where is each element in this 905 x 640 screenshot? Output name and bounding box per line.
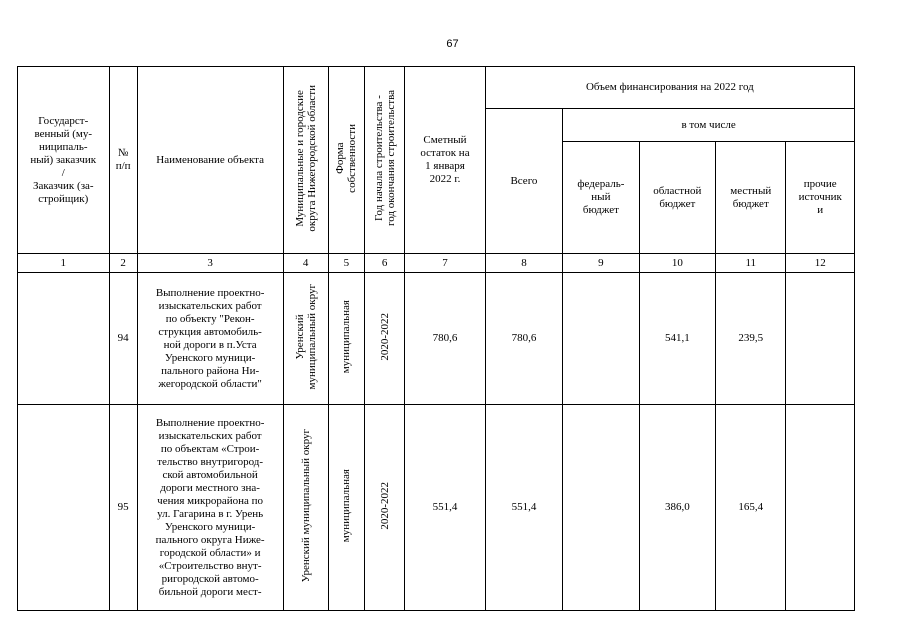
header-funding: Объем финансирования на 2022 год xyxy=(485,67,854,109)
row-municipality-line: Уренский муниципальный округ xyxy=(299,428,312,583)
header-other-line: источник xyxy=(798,191,842,203)
header-number-line: п/п xyxy=(115,160,131,172)
row-name-line: тельство внутригород- xyxy=(157,455,264,468)
column-number: 8 xyxy=(485,254,562,273)
row-name-line: Уренского муници- xyxy=(164,351,256,364)
header-federal-line: федераль- xyxy=(577,178,625,190)
header-local xyxy=(716,142,786,254)
row-estimate: 780,6 xyxy=(405,273,485,405)
header-number xyxy=(109,67,137,254)
header-years-line: год окончания строительства xyxy=(384,90,397,226)
header-federal xyxy=(563,142,639,254)
table-row xyxy=(18,273,855,405)
column-number: 7 xyxy=(405,254,485,273)
header-customer-line: ниципаль- xyxy=(38,140,88,153)
header-object-name: Наименование объекта xyxy=(137,67,283,254)
row-name-line: ской автомобильной xyxy=(162,468,258,481)
financing-table xyxy=(17,66,855,611)
header-ownership xyxy=(328,67,364,254)
row-name-line: бильной дороги мест- xyxy=(158,585,262,598)
header-total: Всего xyxy=(485,109,562,254)
header-municipality xyxy=(283,67,328,254)
row-name-line: дороги местного зна- xyxy=(160,481,260,494)
column-number: 6 xyxy=(365,254,405,273)
header-ownership-line: собственности xyxy=(346,123,359,193)
header-customer xyxy=(18,67,110,254)
header-other-line: прочие xyxy=(803,178,837,190)
row-ownership xyxy=(328,405,364,611)
row-name-line: ул. Гагарина в г. Урень xyxy=(157,507,264,520)
header-customer-line: ный) заказчик xyxy=(30,153,97,166)
row-name-line: пального округа Ниже- xyxy=(155,533,265,546)
header-municipality-line: Муниципальные и городские xyxy=(293,89,306,227)
row-name-line: «Строительство внут- xyxy=(158,559,262,572)
row-municipality xyxy=(283,405,328,611)
row-other xyxy=(786,405,855,611)
header-number-line: № xyxy=(117,147,129,159)
header-federal-line: бюджет xyxy=(582,204,619,216)
column-number: 11 xyxy=(716,254,786,273)
row-customer xyxy=(18,405,110,611)
row-name-line: Уренского муници- xyxy=(164,520,256,533)
row-estimate: 551,4 xyxy=(405,405,485,611)
header-customer-line: / xyxy=(61,166,65,179)
row-name-line: струкция автомобиль- xyxy=(158,325,262,338)
header-regional xyxy=(639,142,715,254)
row-number: 94 xyxy=(109,273,137,405)
column-numbers-row xyxy=(18,254,855,273)
row-object-name xyxy=(137,273,283,405)
row-number: 95 xyxy=(109,405,137,611)
header-customer-line: Заказчик (за- xyxy=(32,179,94,192)
header-estimate xyxy=(405,67,485,254)
row-name-line: по объекту "Рекон- xyxy=(165,312,255,325)
row-name-line: изыскательских работ xyxy=(158,299,262,312)
row-customer xyxy=(18,273,110,405)
row-regional: 541,1 xyxy=(639,273,715,405)
row-name-line: ригородской автомо- xyxy=(161,572,259,585)
row-name-line: чения микрорайона по xyxy=(157,494,264,507)
header-customer-line: стройщик) xyxy=(38,192,89,205)
row-federal xyxy=(563,405,639,611)
header-customer-line: Государст- xyxy=(38,114,89,127)
header-including: в том числе xyxy=(563,109,855,142)
row-object-name xyxy=(137,405,283,611)
column-number: 9 xyxy=(563,254,639,273)
column-number: 1 xyxy=(18,254,110,273)
row-municipality xyxy=(283,273,328,405)
row-name-line: жегородской области" xyxy=(158,377,262,390)
row-name-line: пального района Ни- xyxy=(161,364,260,377)
row-municipality-line: муниципальный округ xyxy=(305,283,318,390)
header-years xyxy=(365,67,405,254)
column-number: 3 xyxy=(137,254,283,273)
row-local: 239,5 xyxy=(716,273,786,405)
header-local-line: местный xyxy=(730,184,772,197)
row-other xyxy=(786,273,855,405)
header-local-line: бюджет xyxy=(732,197,769,210)
row-municipality-line: Уренский xyxy=(293,313,306,360)
page-number: 67 xyxy=(446,38,459,50)
header-customer-line: венный (му- xyxy=(34,127,93,140)
row-ownership-text: муниципальная xyxy=(340,468,353,543)
column-number: 4 xyxy=(283,254,328,273)
row-years-text: 2020-2022 xyxy=(378,481,391,530)
header-ownership-line: Форма xyxy=(334,142,347,174)
table-row xyxy=(18,405,855,611)
row-total: 551,4 xyxy=(485,405,562,611)
header-estimate-line: остаток на xyxy=(420,147,470,159)
row-years-text: 2020-2022 xyxy=(378,312,391,361)
header-estimate-line: 1 января xyxy=(425,160,465,172)
header-regional-line: областной xyxy=(653,184,702,197)
header-estimate-line: 2022 г. xyxy=(429,173,461,185)
row-name-line: по объектам «Строи- xyxy=(160,442,260,455)
row-federal xyxy=(563,273,639,405)
row-years xyxy=(365,273,405,405)
column-number: 10 xyxy=(639,254,715,273)
column-number: 12 xyxy=(786,254,855,273)
column-number: 5 xyxy=(328,254,364,273)
row-name-line: Выполнение проектно- xyxy=(155,416,265,429)
row-years xyxy=(365,405,405,611)
header-estimate-line: Сметный xyxy=(423,134,467,146)
header-other xyxy=(786,142,855,254)
row-name-line: Выполнение проектно- xyxy=(155,286,265,299)
header-other-line: и xyxy=(817,204,824,216)
header-municipality-line: округа Нижегородской области xyxy=(305,84,318,232)
row-name-line: городской области» и xyxy=(159,546,261,559)
row-name-line: изыскательских работ xyxy=(158,429,262,442)
row-local: 165,4 xyxy=(716,405,786,611)
row-regional: 386,0 xyxy=(639,405,715,611)
row-name-line: ной дороги в п.Уста xyxy=(163,338,257,351)
row-ownership-text: муниципальная xyxy=(340,299,353,374)
header-regional-line: бюджет xyxy=(659,197,696,210)
row-total: 780,6 xyxy=(485,273,562,405)
header-years-line: Год начала строительства - xyxy=(372,95,385,221)
column-number: 2 xyxy=(109,254,137,273)
row-ownership xyxy=(328,273,364,405)
header-federal-line: ный xyxy=(591,191,611,203)
